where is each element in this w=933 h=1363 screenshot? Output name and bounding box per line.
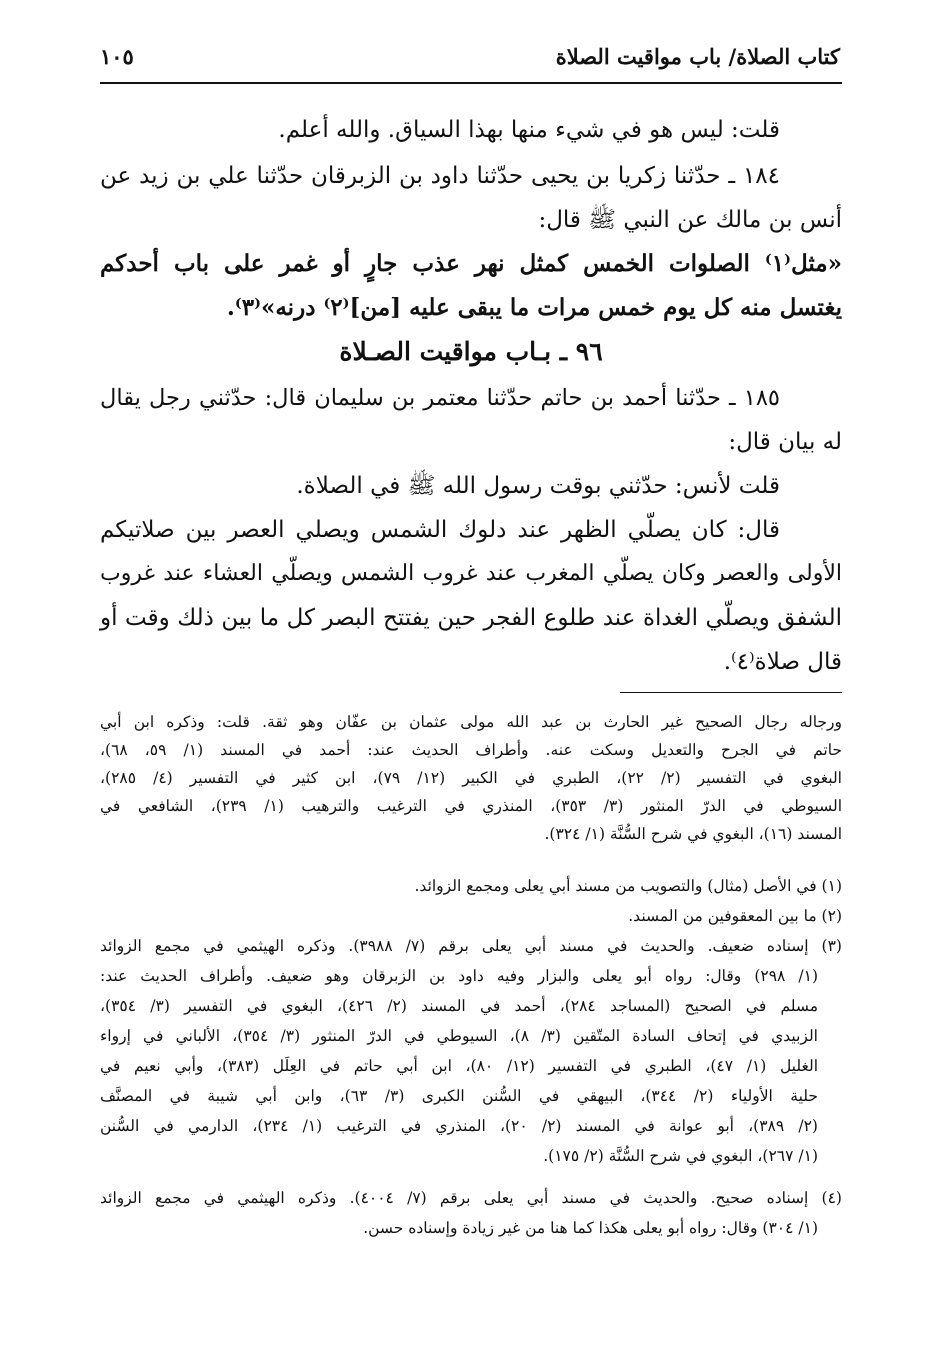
footnote-1: (١) في الأصل (مثال) والتصويب من مسند أبي يعلى ومجمع الزوائد. [414,877,842,895]
text-line: الشفق ويصلّي الغداة عند طلوع الفجر حين يفتتح البصر كل ما بين ذلك وقت أو [100,605,842,631]
chapter-heading: ٩٦ ـ بـاب مواقيت الصـلاة [339,337,603,366]
footnote-line: حاتم في الجرح والتعديل وسكت عنه. وأطراف الحديث عند: أحمد في المسند (١/ ٥٩، ٦٨)، [100,741,842,759]
footnote-line: الغليل (١/ ٤٧)، الطبري في التفسير (١٢/ ٨٠)، ابن أبي حاتم في العِلَل (٣٨٣)، وأبي نعيم في [100,1057,818,1075]
footnote-line: المسند (١٦)، البغوي في شرح السُّنَّة (١/ ٣٢٤). [544,825,842,843]
hadith-text-line: «مثل⁽١⁾ الصلوات الخمس كمثل نهر عذب جارٍ أو غمر على باب أحدكم [100,250,842,277]
text-line: الأولى والعصر وكان يصلّي المغرب عند غروب الشمس ويصلّي العشاء عند غروب [100,561,842,586]
text-line: ١٨٥ ـ حدّثنا أحمد بن حاتم حدّثنا معتمر بن سليمان قال: حدّثني رجل يقال [100,385,780,411]
footnote-line: الزبيدي في إتحاف السادة المتّقين (٣/ ٨)، السيوطي في الدرّ المنثور (٣/ ٣٥٤)، الألباني في إرواء [100,1027,818,1045]
footnote-line: (٢/ ٣٨٩)، أبو عوانة في المسند (٢/ ٢٠)، المنذري في الترغيب (١/ ٢٣٤)، الدارمي في السُّنن [100,1117,818,1135]
footnote-2: (٢) ما بين المعقوفين من المسند. [628,907,842,925]
text-line: قال صلاة⁽٤⁾. [723,649,842,675]
text-line: قال: كان يصلّي الظهر عند دلوك الشمس ويصلي العصر بين صلاتيكم [100,517,780,543]
footnote-3: (٣) إسناده ضعيف. والحديث في مسند أبي يعلى برقم (٧/ ٣٩٨٨). وذكره الهيثمي في مجمع الزوائد [100,937,842,955]
footnote-separator [620,692,842,693]
text-line: قلت: ليس هو في شيء منها بهذا السياق. والله أعلم. [278,117,780,143]
footnote-line: السيوطي في الدرّ المنثور (٣/ ٣٥٣)، المنذري في الترغيب والترهيب (١/ ٢٣٩)، الشافعي في [100,797,843,815]
footnote-4: (٤) إسناده صحيح. والحديث في مسند أبي يعلى برقم (٧/ ٤٠٠٤). وذكره الهيثمي في مجمع الزوائد [100,1189,842,1207]
footnote-line: (١/ ٣٠٤) وقال: رواه أبو يعلى هكذا كما هنا من غير زيادة وإسناده حسن. [363,1219,818,1237]
text-line: له بيان قال: [728,429,842,455]
footnote-line: (١/ ٢٩٨) وقال: رواه أبو يعلى والبزار وفيه داود بن الزبرقان وهو ضعيف. وأطراف الحديث عند: [100,967,818,985]
text-line: قلت لأنس: حدّثني بوقت رسول الله ﷺ في الصلاة. [296,473,780,499]
footnote-line: مسلم في الصحيح (المساجد ٢٨٤)، أحمد في المسند (٢/ ٤٢٦)، البغوي في التفسير (٣/ ٣٥٤)، [100,997,819,1015]
text-line: أنس بن مالك عن النبي ﷺ قال: [538,207,842,233]
footnote-line: البغوي في التفسير (٢/ ٢٢)، الطبري في الكبير (١٢/ ٧٩)، ابن كثير في التفسير (٤/ ٢٨٥)، [100,769,842,787]
page-number: ١٠٥ [100,44,134,69]
footnote-line: ورجاله رجال الصحيح غير الحارث بن عبد الله مولى عثمان بن عفّان وهو ثقة. قلت: وذكره ابن أبي [100,713,842,731]
header-rule [100,82,842,84]
text-line: ١٨٤ ـ حدّثنا زكريا بن يحيى حدّثنا داود بن الزبرقان حدّثنا علي بن زيد عن [100,163,780,189]
page-header [100,44,840,84]
footnote-line: (١/ ٢٦٧)، البغوي في شرح السُّنَّة (٢/ ١٧٥). [543,1147,818,1165]
hadith-text-line: يغتسل منه كل يوم خمس مرات ما يبقى عليه [من]⁽٢⁾ درنه»⁽٣⁾. [226,294,842,321]
footnote-line: حلية الأولياء (٢/ ٣٤٤)، البيهقي في السُّنن الكبرى (٣/ ٦٣)، وابن أبي شيبة في المصنَّف [100,1087,818,1105]
running-title: كتاب الصلاة/ باب مواقيت الصلاة [555,44,840,69]
